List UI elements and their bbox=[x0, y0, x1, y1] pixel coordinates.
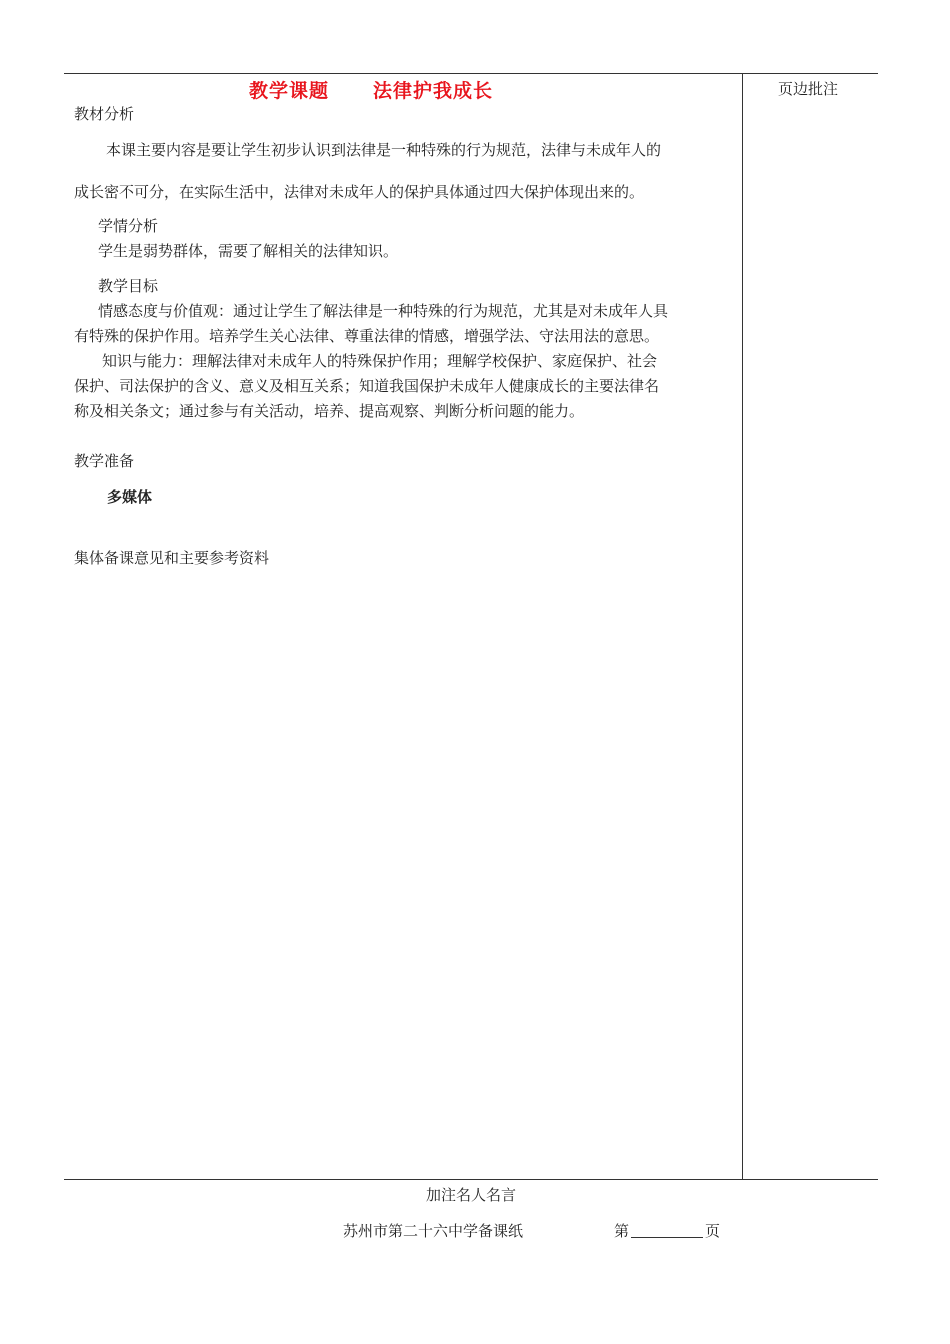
page-suffix: 页 bbox=[705, 1222, 721, 1240]
lesson-title bbox=[0, 76, 742, 103]
footer-quote: 加注名人名言 bbox=[426, 1186, 517, 1204]
bottom-rule bbox=[64, 1179, 878, 1180]
objectives-line-3: 知识与能力：理解法律对未成年人的特殊保护作用；理解学校保护、家庭保护、社会 bbox=[102, 352, 658, 370]
top-rule bbox=[64, 73, 878, 74]
footer-school-name: 苏州市第二十六中学备课纸 bbox=[343, 1222, 524, 1240]
title-label: 教学课题 bbox=[248, 80, 329, 102]
page-prefix: 第 bbox=[614, 1222, 630, 1240]
objectives-line-2: 有特殊的保护作用。培养学生关心法律、尊重法律的情感，增强学法、守法用法的意思。 bbox=[74, 327, 660, 345]
material-analysis-line-1: 本课主要内容是要让学生初步认识到法律是一种特殊的行为规范，法律与未成年人的 bbox=[106, 141, 662, 159]
title-text: 法律护我成长 bbox=[373, 80, 494, 102]
margin-divider bbox=[742, 73, 743, 1179]
student-analysis-line-1: 学生是弱势群体，需要了解相关的法律知识。 bbox=[98, 242, 399, 260]
margin-notes-heading: 页边批注 bbox=[778, 80, 839, 98]
material-analysis-line-2: 成长密不可分，在实际生活中，法律对未成年人的保护具体通过四大保护体现出来的。 bbox=[74, 183, 645, 201]
collective-prep-heading: 集体备课意见和主要参考资料 bbox=[74, 549, 270, 567]
preparation-heading: 教学准备 bbox=[74, 452, 135, 470]
objectives-line-1: 情感态度与价值观：通过让学生了解法律是一种特殊的行为规范，尤其是对未成年人具 bbox=[98, 302, 669, 320]
objectives-line-5: 称及相关条文；通过参与有关活动，培养、提高观察、判断分析问题的能力。 bbox=[74, 402, 585, 420]
student-analysis-heading: 学情分析 bbox=[98, 217, 159, 235]
preparation-content: 多媒体 bbox=[107, 488, 153, 506]
objectives-line-4: 保护、司法保护的含义、意义及相互关系；知道我国保护未成年人健康成长的主要法律名 bbox=[74, 377, 660, 395]
objectives-heading: 教学目标 bbox=[98, 277, 159, 295]
footer-page-number bbox=[614, 1220, 720, 1241]
page-number-blank bbox=[631, 1223, 703, 1238]
material-analysis-heading: 教材分析 bbox=[74, 105, 135, 123]
